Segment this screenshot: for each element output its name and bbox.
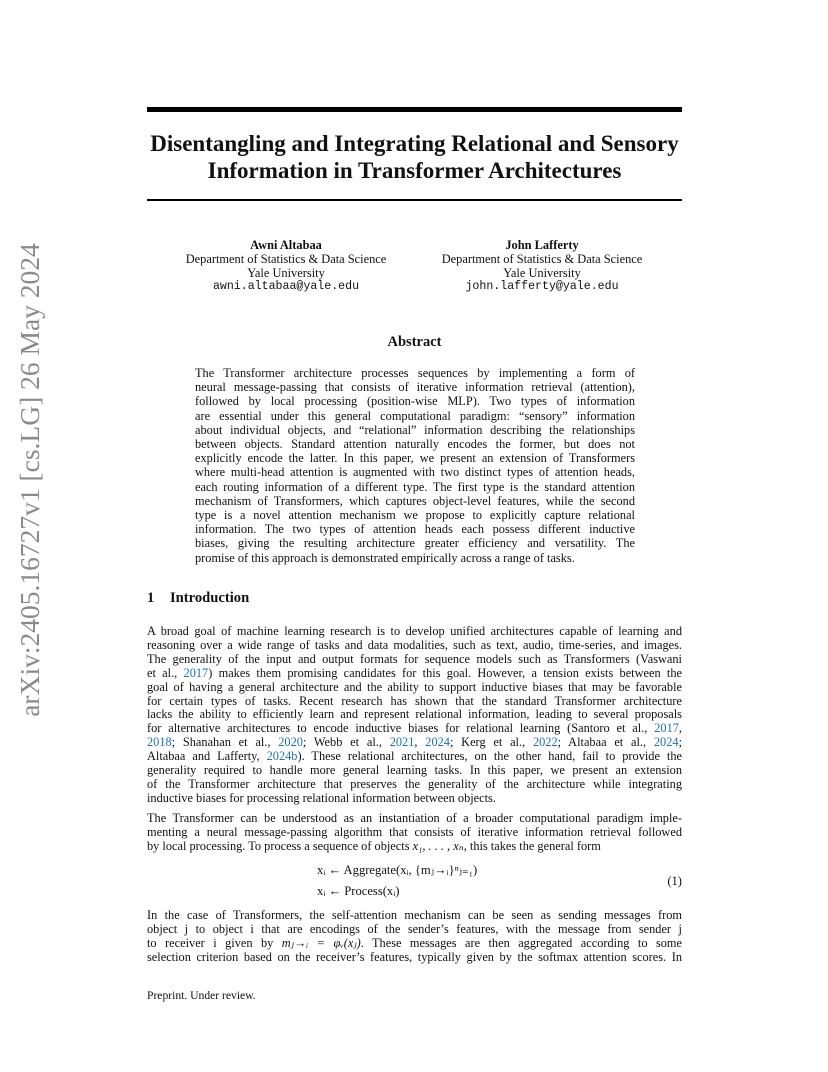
- body-line: for certain types of tasks. Recent research has shown that the standard Transformer architecture: [147, 693, 682, 708]
- author-univ: Yale University: [503, 266, 581, 280]
- body-line: for alternative architectures to encode inductive biases for relational learning (Santoro et al., 2017,: [147, 721, 682, 736]
- title-line-2: Information in Transformer Architectures: [207, 158, 622, 183]
- abstract-line: are essential under this general computational paradigm: “sensory” information: [195, 408, 635, 423]
- equation-line-2: xᵢ ← Process(xᵢ): [317, 884, 400, 898]
- section-heading: [147, 590, 249, 607]
- abstract-body: [195, 366, 635, 565]
- body-line: et al., 2017) makes them promising candidates for this goal. However, a tension exists between the: [147, 665, 683, 680]
- citation-link[interactable]: 2024b: [266, 749, 298, 764]
- author-name: John Lafferty: [505, 238, 579, 252]
- body-line: to receiver i given by mⱼ→ᵢ = φᵥ(xⱼ). These messages are then aggregated according to some: [147, 935, 682, 950]
- abstract-heading: Abstract: [387, 334, 442, 350]
- abstract-line: between objects. Standard attention naturally encodes the former, but does not: [195, 437, 635, 452]
- inline-math: x₁, . . . , xₙ: [412, 838, 464, 853]
- author-dept: Department of Statistics & Data Science: [185, 252, 387, 266]
- equation-number: (1): [667, 874, 682, 888]
- body-line: generality required to handle more general learning tasks. In this paper, we present an extension: [147, 763, 682, 778]
- abstract-line: information. The two types of attention heads each possess different inductive: [195, 522, 635, 537]
- title-bottom-rule: [147, 199, 682, 201]
- abstract-line: where multi-head attention is augmented with two distinct types of attention heads,: [195, 465, 635, 480]
- citation-link[interactable]: 2024: [653, 735, 679, 750]
- equation-1: [147, 862, 682, 904]
- body-line: Altabaa and Lafferty, 2024b). These relational architectures, on the other hand, fail to provide the: [147, 749, 683, 764]
- body-line: In the case of Transformers, the self-attention mechanism can be seen as sending messages from: [147, 908, 682, 922]
- citation-link[interactable]: 2022: [532, 735, 558, 750]
- intro-paragraph-3: [147, 909, 682, 965]
- section-number: 1: [147, 590, 155, 606]
- abstract-line: biases, giving the resulting architecture greater efficiency and versatility. The: [195, 536, 635, 551]
- section-title: Introduction: [170, 590, 250, 606]
- author-block-2: [428, 238, 656, 294]
- arxiv-stamp: arXiv:2405.16727v1 [cs.LG] 26 May 2024: [14, 243, 45, 717]
- title-line-1: Disentangling and Integrating Relational and Sensory: [150, 131, 679, 156]
- citation-link[interactable]: 2018: [147, 735, 172, 750]
- body-line: menting a neural message-passing algorithm that consists of iterative information retrieval followed: [147, 824, 682, 839]
- body-line: of the Transformer architecture that preserves the generality of the architecture while integrating: [147, 776, 682, 791]
- body-line: selection criterion based on the receiver’s features, typically given by the softmax attention scores. In: [147, 949, 682, 964]
- citation-link[interactable]: 2021: [389, 735, 415, 750]
- abstract-line: neural message-passing that consists of iterative information retrieval (attention),: [195, 380, 635, 395]
- body-line: The generality of the input and output formats for sequence models such as Transformers (Vaswani: [147, 651, 682, 666]
- inline-math: mⱼ→ᵢ = φᵥ(xⱼ): [281, 935, 361, 950]
- abstract-line: The Transformer architecture processes sequences by implementing a form of: [195, 366, 635, 380]
- footer-note: Preprint. Under review.: [147, 989, 256, 1002]
- body-line: object j to object i that are encodings of the sender’s features, with the message from sender j: [147, 921, 682, 936]
- citation-link[interactable]: 2017: [654, 721, 679, 736]
- citation-link[interactable]: 2020: [278, 735, 303, 750]
- body-line: goal of having a general architecture and the ability to support inductive biases that may be favorable: [147, 679, 682, 694]
- intro-paragraph-1: [147, 625, 682, 806]
- intro-paragraph-2: [147, 812, 682, 854]
- body-line: reasoning over a wide range of tasks and data modalities, such as text, audio, time-series, and images.: [147, 637, 682, 652]
- body-line: A broad goal of machine learning research is to develop unified architectures capable of learning and: [147, 624, 682, 638]
- author-name: Awni Altabaa: [250, 238, 322, 252]
- abstract-line: followed by local processing (position-wise MLP). Two types of information: [195, 394, 635, 409]
- body-line: inductive biases for processing relational information between objects.: [147, 790, 496, 805]
- author-block-1: [170, 238, 402, 294]
- abstract-line: each routing information of a different type. The first type is the standard attention: [195, 479, 635, 494]
- author-dept: Department of Statistics & Data Science: [441, 252, 643, 266]
- abstract-line: type is a novel attention mechanism we propose to explicitly capture relational: [195, 508, 635, 523]
- citation-link[interactable]: 2017: [183, 665, 209, 680]
- abstract-line: mechanism of Transformers, which captures object-level features, while the second: [195, 493, 635, 508]
- body-line: by local processing. To process a sequence of objects x₁, . . . , xₙ, this takes the general form: [147, 838, 601, 853]
- body-line: The Transformer can be understood as an instantiation of a broader computational paradigm imple-: [147, 811, 682, 825]
- title-top-rule: [147, 107, 682, 112]
- body-line: lacks the ability to efficiently learn and represent relational information, leading to several proposals: [147, 707, 682, 722]
- author-email[interactable]: john.lafferty@yale.edu: [465, 280, 619, 293]
- abstract-line: about individual objects, and “relational” information describing the relationships: [195, 422, 635, 437]
- citation-link[interactable]: 2024: [425, 735, 450, 750]
- author-email[interactable]: awni.altabaa@yale.edu: [212, 280, 360, 293]
- author-univ: Yale University: [247, 266, 325, 280]
- abstract-line: explicitly encode the latter. In this paper, we present an extension of Transformers: [195, 451, 635, 466]
- equation-line-1: xᵢ ← Aggregate(xᵢ, {mⱼ→ᵢ}ⁿⱼ₌₁): [317, 863, 478, 877]
- abstract-line: promise of this approach is demonstrated empirically across a range of tasks.: [195, 550, 575, 565]
- body-line: 2018; Shanahan et al., 2020; Webb et al., 2021, 2024; Kerg et al., 2022; Altabaa et al., 2024;: [147, 735, 682, 750]
- paper-title: [130, 130, 699, 184]
